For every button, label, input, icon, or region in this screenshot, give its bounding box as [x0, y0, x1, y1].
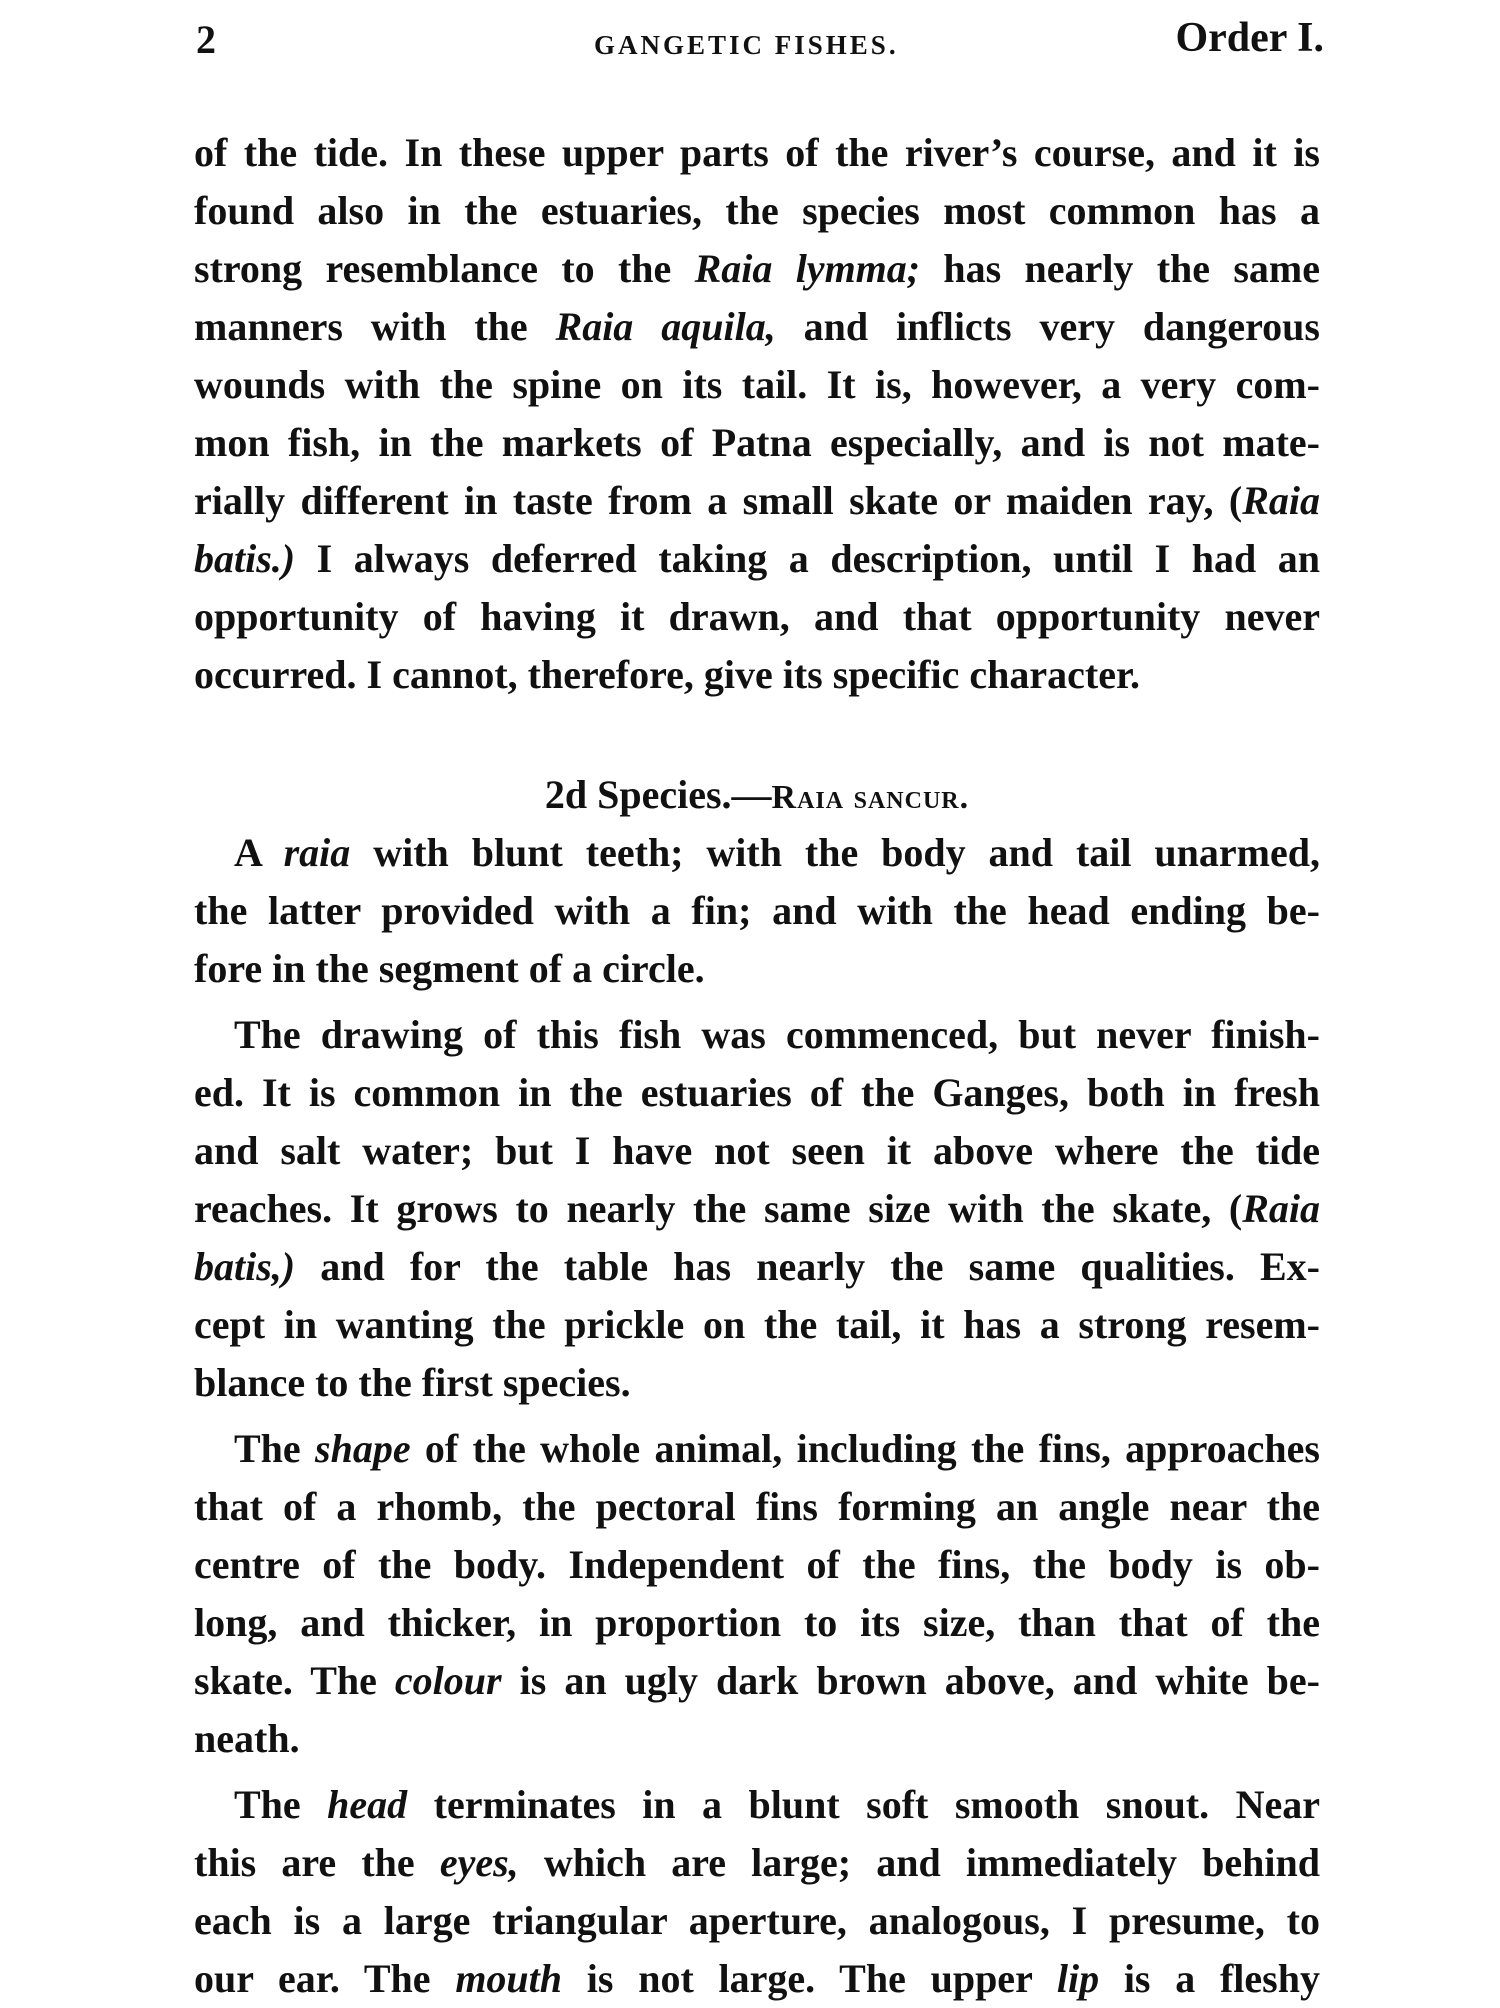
text-line: long, and thicker, in proportion to its size, than that of the — [194, 1600, 1320, 1645]
text-line: ed. It is common in the estuaries of the Ganges, both in fresh — [194, 1070, 1320, 1115]
text-line: batis.) I always deferred taking a description, until I had an — [194, 536, 1320, 581]
paragraph-3 — [194, 1006, 1320, 1412]
paragraph-5 — [194, 1776, 1320, 2008]
text-line: mon fish, in the markets of Patna especially, and is not mate- — [194, 420, 1320, 465]
italic-term: Raia — [1242, 1186, 1320, 1231]
species-heading: 2d Species.—Raia sancur. — [544, 772, 970, 817]
text-line: neath. — [194, 1716, 300, 1761]
text-line: and salt water; but I have not seen it above where the tide — [194, 1128, 1320, 1173]
page-number: 2 — [196, 17, 216, 62]
italic-term: Raia lymma; — [694, 246, 921, 291]
italic-term: lip — [1056, 1956, 1100, 2001]
text-line: reaches. It grows to nearly the same size with the skate, (Raia — [194, 1186, 1320, 1231]
text-line: skate. The colour is an ugly dark brown above, and white be- — [194, 1658, 1321, 1703]
italic-term: head — [327, 1782, 408, 1827]
body-text — [194, 124, 1320, 2008]
text-line: cept in wanting the prickle on the tail, it has a strong resem- — [194, 1302, 1320, 1347]
text-line: fore in the segment of a circle. — [194, 946, 705, 991]
text-line: this are the eyes, which are large; and immediately behind — [194, 1840, 1321, 1885]
text-line: of the tide. In these upper parts of the river’s course, and it is — [194, 130, 1320, 175]
text-line: The shape of the whole animal, including the fins, approaches — [234, 1426, 1320, 1471]
italic-term: Raia — [1242, 478, 1320, 523]
italic-term: shape — [315, 1426, 411, 1471]
italic-term: batis,) — [194, 1244, 296, 1289]
paragraph-1 — [194, 124, 1320, 704]
text-line: centre of the body. Independent of the fins, the body is ob- — [194, 1542, 1320, 1587]
text-line: found also in the estuaries, the species most common has a — [194, 188, 1320, 233]
text-line: batis,) and for the table has nearly the same qualities. Ex- — [194, 1244, 1320, 1289]
text-line: manners with the Raia aquila, and inflicts very dangerous — [194, 304, 1320, 349]
order-label: Order I. — [1175, 15, 1324, 61]
text-line: wounds with the spine on its tail. It is, however, a very com- — [194, 362, 1320, 407]
text-line: A raia with blunt teeth; with the body and tail unarmed, — [234, 830, 1321, 875]
text-line: rially different in taste from a small skate or maiden ray, (Raia — [194, 478, 1320, 523]
text-line: occurred. I cannot, therefore, give its specific character. — [194, 652, 1141, 697]
paragraph-4 — [194, 1420, 1320, 1768]
text-line: that of a rhomb, the pectoral fins forming an angle near the — [194, 1484, 1320, 1529]
italic-term: mouth — [455, 1956, 563, 2001]
text-line: each is a large triangular aperture, analogous, I presume, to — [194, 1898, 1320, 1943]
running-head — [0, 14, 1500, 74]
italic-term: colour — [394, 1658, 502, 1703]
section-gap — [194, 704, 1320, 766]
species-name: Raia sancur. — [771, 779, 970, 816]
text-line: The head terminates in a blunt soft smooth snout. Near — [234, 1782, 1320, 1827]
text-line: our ear. The mouth is not large. The upper lip is a fleshy — [194, 1956, 1320, 2001]
italic-term: raia — [283, 830, 351, 875]
italic-term: batis.) — [194, 536, 296, 581]
text-line: opportunity of having it drawn, and that opportunity never — [194, 594, 1320, 639]
paragraph-2 — [194, 824, 1320, 998]
text-line: blance to the first species. — [194, 1360, 631, 1405]
italic-term: Raia aquila, — [555, 304, 776, 349]
text-line: the latter provided with a fin; and with the head ending be- — [194, 888, 1320, 933]
text-line: The drawing of this fish was commenced, but never finish- — [234, 1012, 1320, 1057]
text-line: strong resemblance to the Raia lymma; has nearly the same — [194, 246, 1321, 291]
running-title: GANGETIC FISHES. — [594, 30, 899, 60]
italic-term: eyes, — [439, 1840, 519, 1885]
